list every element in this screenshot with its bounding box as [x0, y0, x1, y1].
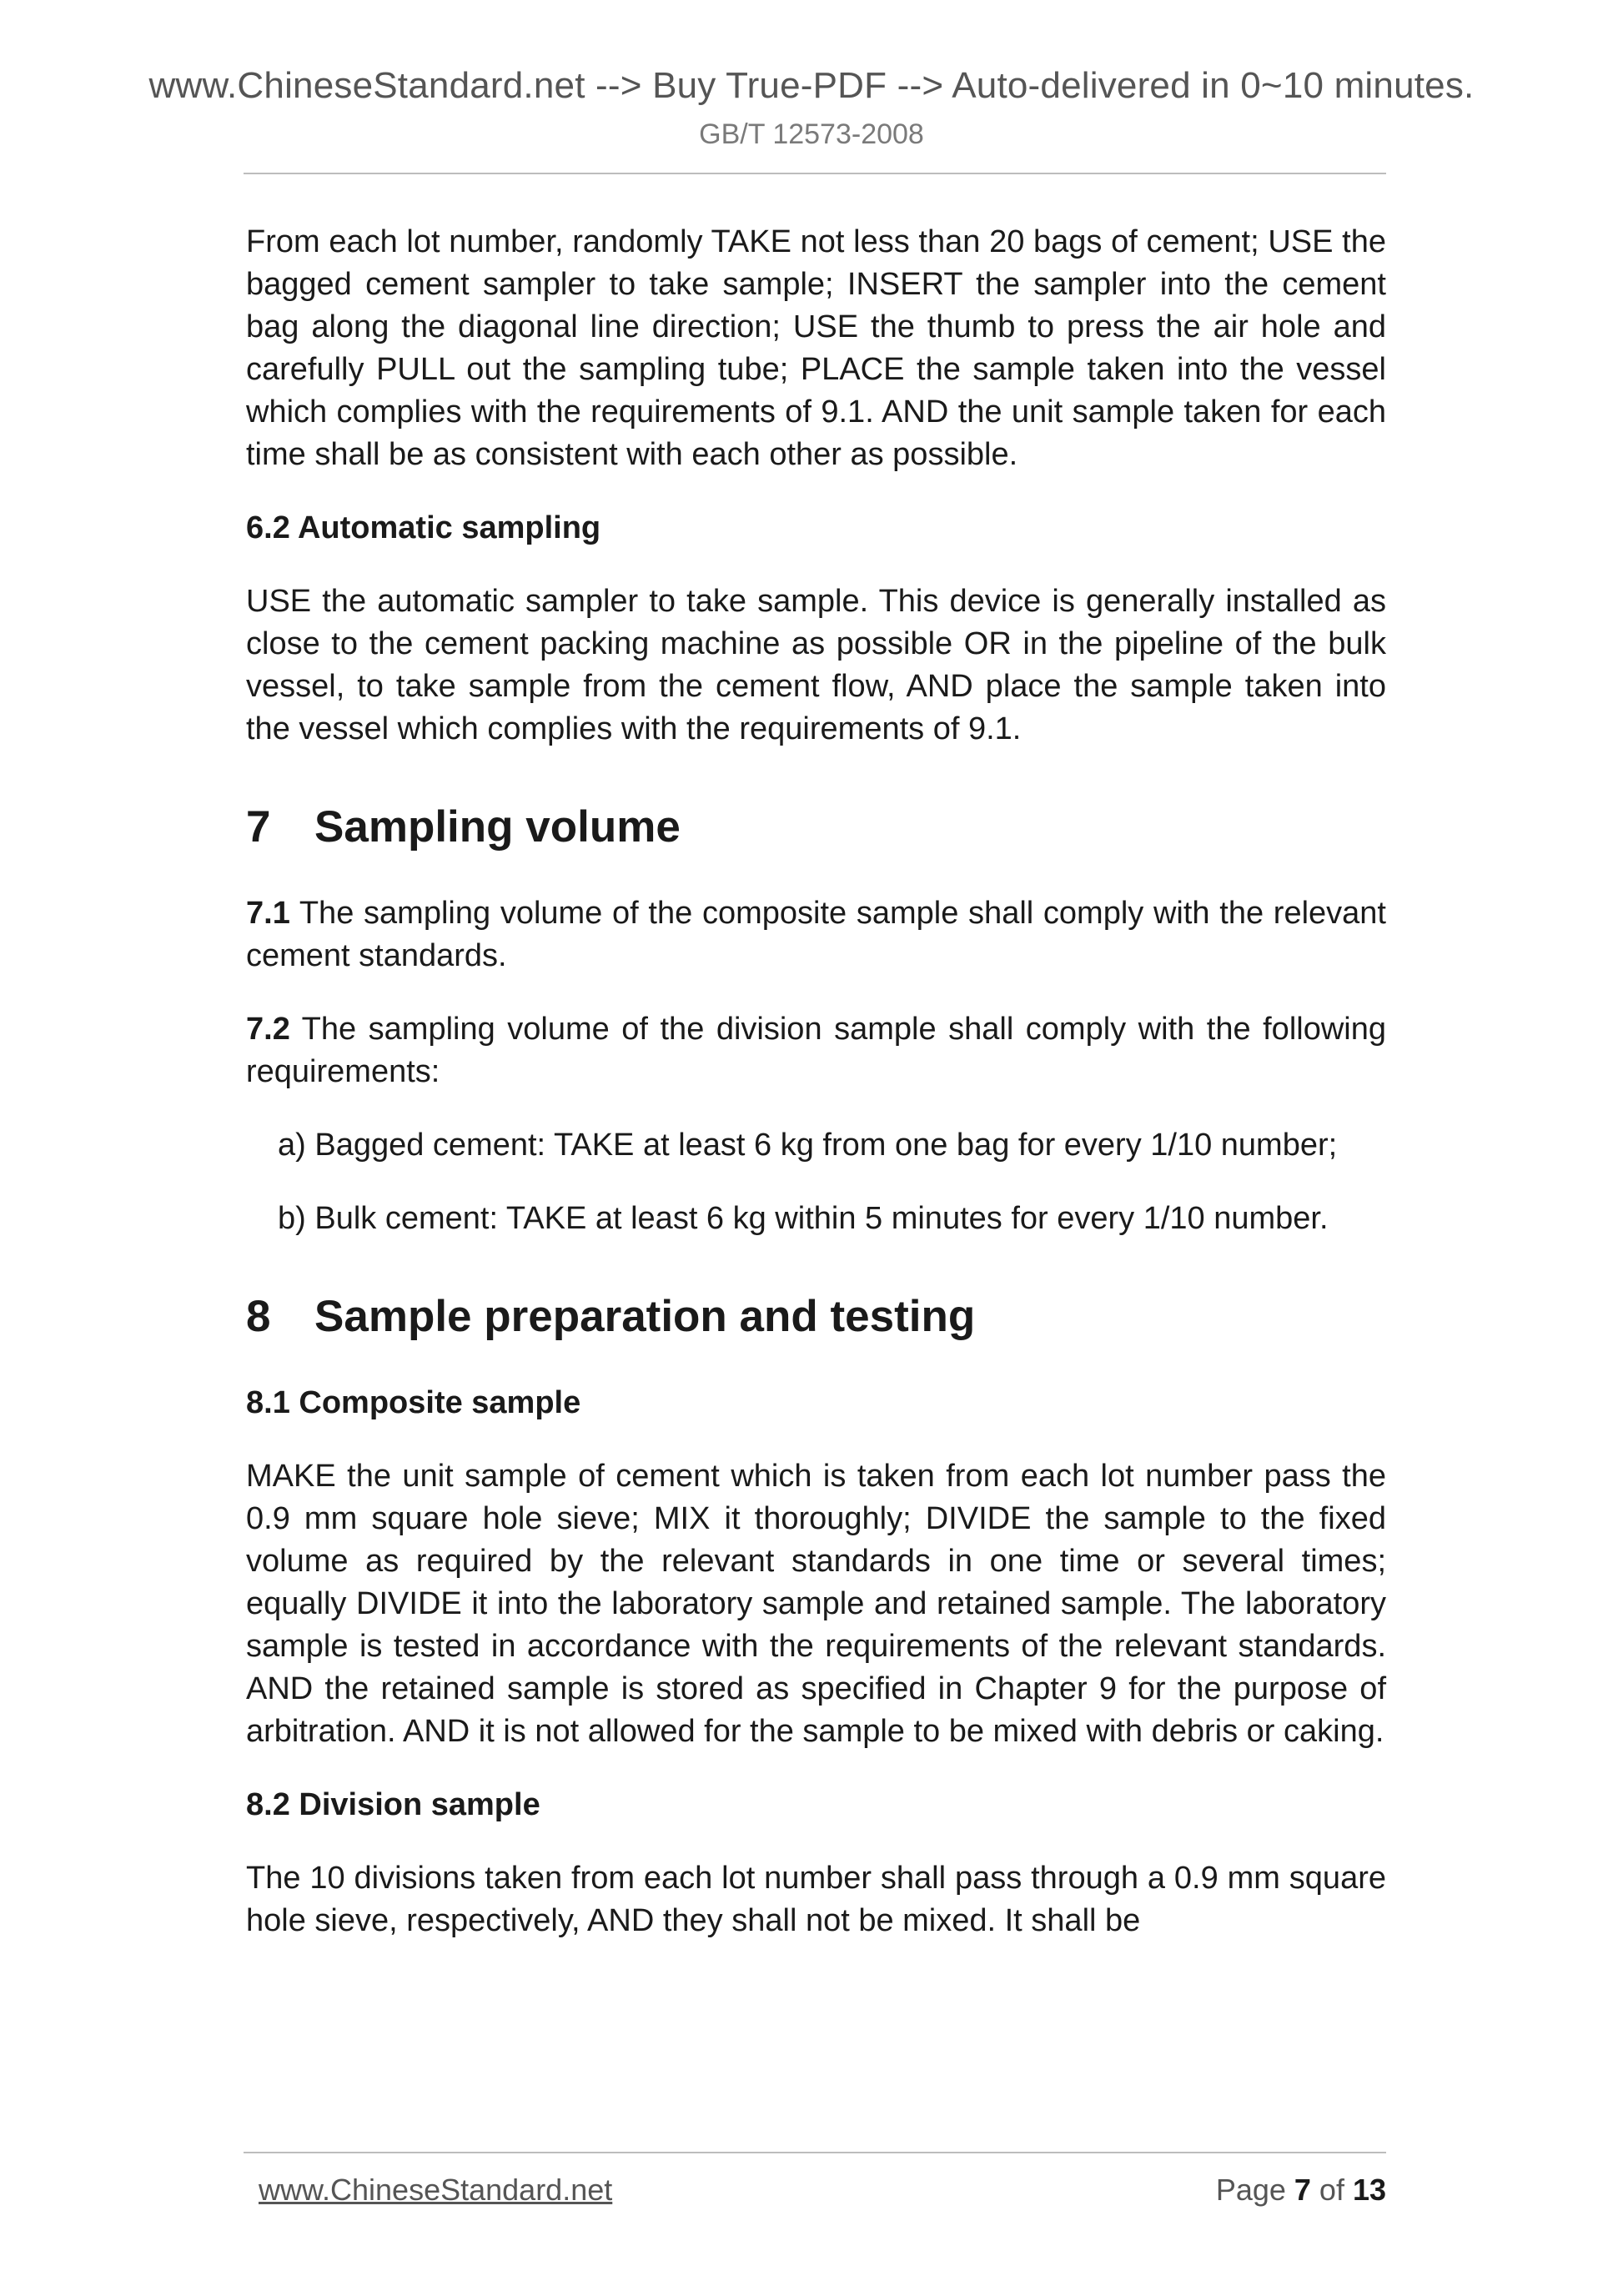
section-8-1-text: MAKE the unit sample of cement which is taken from each lot number pass the 0.9 mm square hole sieve; MIX it thoroughly; DIVIDE the sample to the fixed volume as required by the relevant standards in one time or several times; equally DIVIDE it into the laboratory sample and retained sample. The laboratory sample is tested in accordance with the requirements of the relevant standards. AND the retained sample is stored as specified in Chapter 9 for the purpose of arbitration. AND it is not allowed for the sample to be mixed with debris or caking.	[246, 1459, 1386, 1749]
page-prefix: Page	[1215, 2173, 1294, 2207]
section-7-heading	[246, 801, 1386, 854]
page-current: 7	[1294, 2173, 1311, 2207]
header-banner: www.ChineseStandard.net --> Buy True-PDF --> Auto-delivered in 0~10 minutes.	[148, 65, 1475, 106]
section-8-2-text: The 10 divisions taken from each lot number shall pass through a 0.9 mm square hole sieve, respectively, AND they shall not be mixed. It shall be	[246, 1861, 1386, 1938]
section-8-heading	[246, 1290, 1386, 1344]
section-8-2-heading: 8.2 Division sample	[246, 1787, 540, 1822]
clause-7-2-number: 7.2	[246, 1012, 290, 1047]
clause-7-1-text: The sampling volume of the composite sample shall comply with the relevant cement standards.	[246, 896, 1386, 973]
header-divider	[244, 173, 1386, 174]
section-6-2-heading: 6.2 Automatic sampling	[246, 510, 601, 545]
document-code: GB/T 12573-2008	[699, 118, 924, 150]
paragraph-bagged-sampling: From each lot number, randomly TAKE not less than 20 bags of cement; USE the bagged cement sampler to take sample; INSERT the sampler into the cement bag along the diagonal line direction; USE the thumb to press the air hole and carefully PULL out the sampling tube; PLACE the sample taken into the vessel which complies with the requirements of 9.1. AND the unit sample taken for each time shall be as consistent with each other as possible.	[246, 224, 1386, 472]
footer-website-link[interactable]: www.ChineseStandard.net	[259, 2173, 613, 2207]
page-of: of	[1310, 2173, 1353, 2207]
page-number	[1216, 2173, 1386, 2208]
section-7-number: 7	[246, 802, 271, 852]
clause-7-1-number: 7.1	[246, 896, 290, 931]
section-6-2-text: USE the automatic sampler to take sample. This device is generally installed as close to the cement packing machine as possible OR in the pipeline of the bulk vessel, to take sample from the cement flow, AND place the sample taken into the vessel which complies with the requirements of 9.1.	[246, 584, 1386, 746]
list-item-bulk-cement: b) Bulk cement: TAKE at least 6 kg within 5 minutes for every 1/10 number.	[278, 1201, 1329, 1236]
section-8-number: 8	[246, 1292, 271, 1341]
section-7-title: Sampling volume	[314, 802, 681, 852]
section-8-title: Sample preparation and testing	[314, 1292, 976, 1341]
clause-7-1	[246, 892, 1386, 977]
page-total: 13	[1352, 2173, 1386, 2207]
page-content	[246, 221, 1386, 1942]
list-item-bagged-cement: a) Bagged cement: TAKE at least 6 kg from one bag for every 1/10 number;	[278, 1128, 1338, 1163]
footer-divider	[244, 2152, 1386, 2153]
section-8-1-heading: 8.1 Composite sample	[246, 1385, 581, 1420]
clause-7-2-text: The sampling volume of the division sample shall comply with the following requirements:	[246, 1012, 1386, 1089]
clause-7-2	[246, 1008, 1386, 1093]
